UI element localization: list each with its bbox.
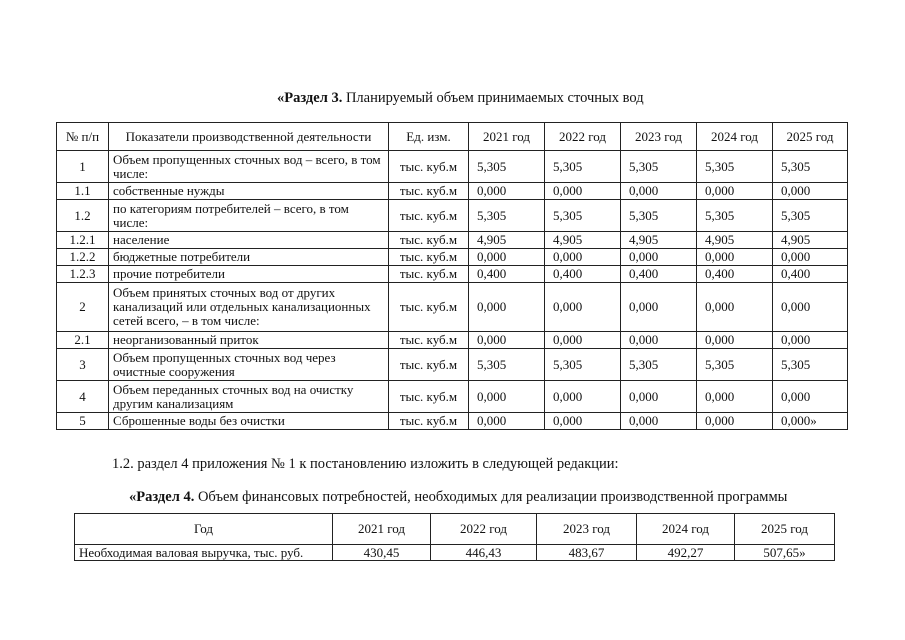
value-2025: 507,65»	[735, 545, 835, 561]
value-2023: 0,000	[621, 413, 697, 430]
section-4-title-bold: «Раздел 4.	[129, 489, 195, 505]
value-2021: 5,305	[469, 349, 545, 381]
row-unit: тыс. куб.м	[389, 266, 469, 283]
row-number: 1.2	[57, 200, 109, 232]
row-number: 1.2.2	[57, 249, 109, 266]
value-2024: 0,000	[697, 183, 773, 200]
row-unit: тыс. куб.м	[389, 183, 469, 200]
value-2024: 4,905	[697, 232, 773, 249]
value-2022: 0,000	[545, 249, 621, 266]
table-row	[57, 200, 848, 232]
column-header: 2024 год	[637, 514, 735, 545]
row-indicator: неорганизованный приток	[109, 332, 389, 349]
column-header: № п/п	[57, 123, 109, 151]
financial-needs-table	[74, 513, 835, 561]
value-2023: 0,000	[621, 183, 697, 200]
value-2022: 446,43	[431, 545, 537, 561]
value-2021: 5,305	[469, 151, 545, 183]
row-unit: тыс. куб.м	[389, 249, 469, 266]
row-indicator: собственные нужды	[109, 183, 389, 200]
column-header: 2022 год	[431, 514, 537, 545]
column-header: 2023 год	[621, 123, 697, 151]
value-2023: 0,000	[621, 283, 697, 332]
row-indicator: Объем пропущенных сточных вод – всего, в том числе:	[109, 151, 389, 183]
row-unit: тыс. куб.м	[389, 381, 469, 413]
row-number: 5	[57, 413, 109, 430]
value-2024: 5,305	[697, 200, 773, 232]
value-2024: 0,000	[697, 249, 773, 266]
table-row	[57, 232, 848, 249]
row-indicator: Объем переданных сточных вод на очистку другим канализациям	[109, 381, 389, 413]
wastewater-volume-table	[56, 122, 848, 430]
value-2025: 0,000	[773, 283, 848, 332]
value-2025: 0,000	[773, 183, 848, 200]
table-row	[57, 266, 848, 283]
value-2022: 4,905	[545, 232, 621, 249]
value-2025: 0,000	[773, 332, 848, 349]
row-unit: тыс. куб.м	[389, 349, 469, 381]
value-2022: 0,000	[545, 381, 621, 413]
value-2021: 0,000	[469, 332, 545, 349]
column-header: 2024 год	[697, 123, 773, 151]
value-2024: 0,000	[697, 413, 773, 430]
section-3-title-text: Планируемый объем принимаемых сточных вод	[342, 90, 644, 106]
value-2024: 492,27	[637, 545, 735, 561]
row-number: 1.2.3	[57, 266, 109, 283]
section-3-title-bold: «Раздел 3.	[277, 90, 343, 106]
value-2025: 4,905	[773, 232, 848, 249]
row-number: 2.1	[57, 332, 109, 349]
row-unit: тыс. куб.м	[389, 151, 469, 183]
value-2024: 0,000	[697, 332, 773, 349]
row-number: 3	[57, 349, 109, 381]
column-header: Год	[75, 514, 333, 545]
value-2021: 0,000	[469, 413, 545, 430]
row-unit: тыс. куб.м	[389, 232, 469, 249]
column-header: 2023 год	[537, 514, 637, 545]
row-indicator: по категориям потребителей – всего, в том числе:	[109, 200, 389, 232]
row-indicator: Необходимая валовая выручка, тыс. руб.	[75, 545, 333, 561]
row-indicator: Объем принятых сточных вод от других канализаций или отдельных канализационных сетей всего, – в том числе:	[109, 283, 389, 332]
section-4-title	[129, 489, 787, 506]
amendment-paragraph: 1.2. раздел 4 приложения № 1 к постановлению изложить в следующей редакции:	[112, 456, 619, 472]
value-2022: 5,305	[545, 349, 621, 381]
value-2023: 483,67	[537, 545, 637, 561]
value-2025: 0,000	[773, 249, 848, 266]
column-header: 2021 год	[469, 123, 545, 151]
value-2021: 0,000	[469, 381, 545, 413]
row-number: 4	[57, 381, 109, 413]
value-2025: 5,305	[773, 349, 848, 381]
value-2023: 0,400	[621, 266, 697, 283]
row-unit: тыс. куб.м	[389, 332, 469, 349]
value-2023: 5,305	[621, 349, 697, 381]
value-2021: 0,000	[469, 249, 545, 266]
value-2025: 5,305	[773, 151, 848, 183]
value-2025: 0,000»	[773, 413, 848, 430]
row-unit: тыс. куб.м	[389, 413, 469, 430]
value-2023: 5,305	[621, 200, 697, 232]
table-header-row	[75, 514, 835, 545]
value-2022: 0,000	[545, 332, 621, 349]
value-2022: 0,000	[545, 283, 621, 332]
value-2022: 0,000	[545, 183, 621, 200]
row-indicator: бюджетные потребители	[109, 249, 389, 266]
value-2021: 0,000	[469, 283, 545, 332]
value-2022: 5,305	[545, 151, 621, 183]
value-2021: 430,45	[333, 545, 431, 561]
column-header: 2025 год	[773, 123, 848, 151]
row-indicator: Объем пропущенных сточных вод через очистные сооружения	[109, 349, 389, 381]
column-header: 2022 год	[545, 123, 621, 151]
row-unit: тыс. куб.м	[389, 283, 469, 332]
value-2021: 5,305	[469, 200, 545, 232]
column-header: Ед. изм.	[389, 123, 469, 151]
value-2021: 0,400	[469, 266, 545, 283]
column-header: Показатели производственной деятельности	[109, 123, 389, 151]
value-2022: 0,000	[545, 413, 621, 430]
table-row	[57, 283, 848, 332]
value-2025: 0,000	[773, 381, 848, 413]
value-2024: 5,305	[697, 349, 773, 381]
value-2023: 0,000	[621, 249, 697, 266]
table-row	[57, 413, 848, 430]
column-header: 2025 год	[735, 514, 835, 545]
table-row	[57, 381, 848, 413]
value-2021: 0,000	[469, 183, 545, 200]
value-2023: 5,305	[621, 151, 697, 183]
column-header: 2021 год	[333, 514, 431, 545]
table-row	[57, 151, 848, 183]
row-indicator: население	[109, 232, 389, 249]
table-row	[57, 183, 848, 200]
row-number: 1.2.1	[57, 232, 109, 249]
section-4-title-text: Объем финансовых потребностей, необходимых для реализации производственной программы	[194, 489, 788, 505]
value-2025: 0,400	[773, 266, 848, 283]
row-number: 2	[57, 283, 109, 332]
row-indicator: Сброшенные воды без очистки	[109, 413, 389, 430]
value-2023: 4,905	[621, 232, 697, 249]
table-row	[75, 545, 835, 561]
value-2023: 0,000	[621, 381, 697, 413]
value-2025: 5,305	[773, 200, 848, 232]
value-2024: 0,000	[697, 283, 773, 332]
row-unit: тыс. куб.м	[389, 200, 469, 232]
value-2022: 0,400	[545, 266, 621, 283]
value-2024: 5,305	[697, 151, 773, 183]
value-2023: 0,000	[621, 332, 697, 349]
value-2024: 0,000	[697, 381, 773, 413]
table-row	[57, 332, 848, 349]
table-header-row	[57, 123, 848, 151]
value-2024: 0,400	[697, 266, 773, 283]
value-2022: 5,305	[545, 200, 621, 232]
section-3-title	[277, 90, 644, 107]
row-indicator: прочие потребители	[109, 266, 389, 283]
table-row	[57, 249, 848, 266]
row-number: 1	[57, 151, 109, 183]
value-2021: 4,905	[469, 232, 545, 249]
table-row	[57, 349, 848, 381]
row-number: 1.1	[57, 183, 109, 200]
